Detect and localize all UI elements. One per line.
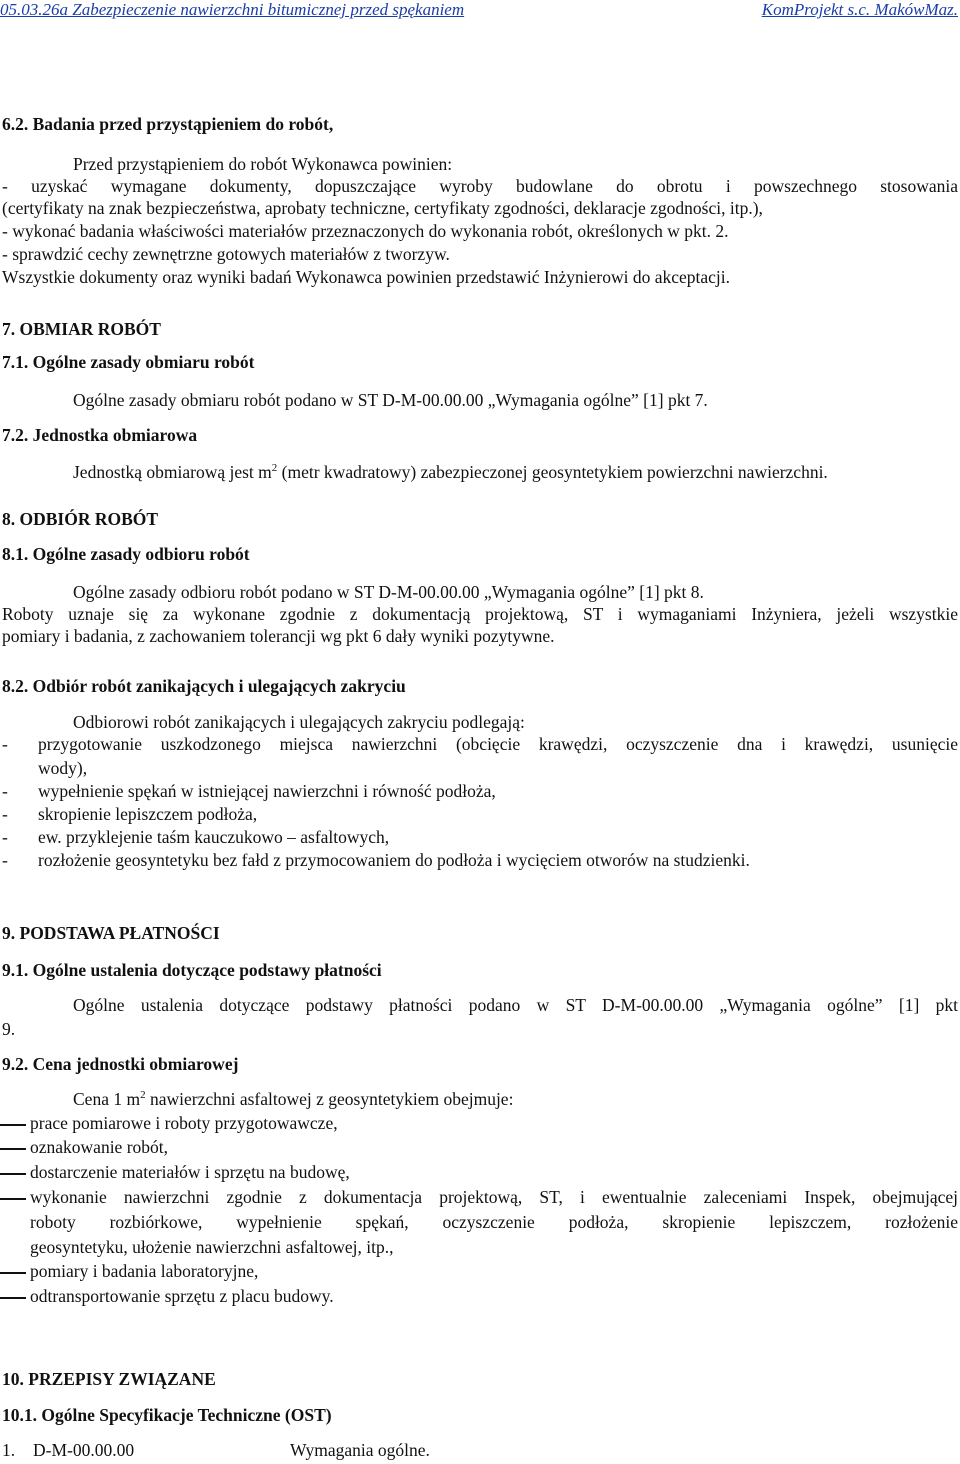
section-9-2-intro: Cena 1 $m^2$ nawierzchni asfaltowej z geosyntetykiem obejmuje:: [73, 1089, 514, 1109]
list-item-continuation: roboty rozbiórkowe, wypełnienie spękań, oczyszczenie podłoża, skropienie lepiszczem, rozłożenie: [30, 1212, 958, 1232]
list-item: pomiary i badania laboratoryjne,: [30, 1261, 259, 1281]
section-10-heading: 10. PRZEPISY ZWIĄZANE: [2, 1369, 216, 1389]
list-item: dostarczenie materiałów i sprzętu na budowę,: [30, 1162, 350, 1182]
page-header: [0, 0, 960, 20]
section-7-heading: 7. OBMIAR ROBÓT: [2, 319, 161, 339]
list-item: przygotowanie uszkodzonego miejsca nawierzchni (obcięcie krawędzi, oczyszczenie dna i krawędzi, usunięcie: [38, 734, 958, 754]
section-6-2-bullet-2: - wykonać badania właściwości materiałów przeznaczonych do wykonania robót, określonych w pkt. 2.: [2, 221, 729, 241]
list-dash-icon: [0, 1297, 26, 1299]
section-6-2-intro: Przed przystąpieniem do robót Wykonawca powinien:: [73, 154, 453, 174]
list-item-mark: -: [2, 734, 8, 754]
list-dash-icon: [0, 1198, 26, 1200]
list-item: skropienie lepiszczem podłoża,: [38, 804, 258, 824]
section-6-2-bullet-1b: (certyfikaty na znak bezpieczeństwa, aprobaty techniczne, certyfikaty zgodności, deklaracje zgodności, itp.),: [2, 198, 763, 218]
section-8-1-heading: 8.1. Ogólne zasady odbioru robót: [2, 544, 250, 564]
section-6-2-heading: 6.2. Badania przed przystąpieniem do robót,: [2, 114, 334, 134]
section-9-2-heading: 9.2. Cena jednostki obmiarowej: [2, 1054, 239, 1074]
section-8-1-para-line-1: Roboty uznaje się za wykonane zgodnie z dokumentacją projektową, ST i wymaganiami Inżyniera, jeżeli wszystkie: [2, 604, 958, 624]
section-7-1-heading: 7.1. Ogólne zasady obmiaru robót: [2, 352, 255, 372]
section-10-1-heading: 10.1. Ogólne Specyfikacje Techniczne (OST): [2, 1405, 332, 1425]
list-item-mark: -: [2, 850, 8, 870]
section-7-2-text: Jednostką obmiarową jest $m^2$ (metr kwadratowy) zabezpieczonej geosyntetykiem powierzchni nawierzchni.: [73, 462, 828, 482]
list-dash-icon: [0, 1173, 26, 1175]
section-8-1-para-line-2: pomiary i badania, z zachowaniem tolerancji wg pkt 6 dały wyniki pozytywne.: [2, 626, 555, 646]
section-6-2-bullet-1a: - uzyskać wymagane dokumenty, dopuszczające wyroby budowlane do obrotu i powszechnego stosowania: [2, 176, 958, 196]
list-item: ew. przyklejenie taśm kauczukowo – asfaltowych,: [38, 827, 390, 847]
list-item-mark: -: [2, 804, 8, 824]
reference-title: Wymagania ogólne.: [290, 1440, 430, 1460]
section-6-2-closing: Wszystkie dokumenty oraz wyniki badań Wykonawca powinien przedstawić Inżynierowi do akceptacji.: [2, 267, 731, 287]
list-dash-icon: [0, 1148, 26, 1150]
section-8-2-intro: Odbiorowi robót zanikających i ulegających zakryciu podlegają:: [73, 712, 525, 732]
section-7-1-text: Ogólne zasady obmiaru robót podano w ST D-M-00.00.00 „Wymagania ogólne” [1] pkt 7.: [73, 390, 708, 410]
list-item-continuation: geosyntetyku, ułożenie nawierzchni asfaltowej, itp.,: [30, 1237, 394, 1257]
list-item: odtransportowanie sprzętu z placu budowy.: [30, 1286, 334, 1306]
list-item: prace pomiarowe i roboty przygotowawcze,: [30, 1113, 338, 1133]
header-document-title[interactable]: 05.03.26a Zabezpieczenie nawierzchni bitumicznej przed spękaniem: [0, 0, 465, 19]
section-6-2-bullet-3: - sprawdzić cechy zewnętrzne gotowych materiałów z tworzyw.: [2, 244, 450, 264]
list-item-mark: -: [2, 827, 8, 847]
reference-number: 1.: [2, 1440, 16, 1460]
section-9-1-text: Ogólne ustalenia dotyczące podstawy płatności podano w ST D-M-00.00.00 „Wymagania ogólne” [1] pkt: [73, 995, 958, 1015]
section-9-1-heading: 9.1. Ogólne ustalenia dotyczące podstawy płatności: [2, 960, 382, 980]
list-item-continuation: wody),: [38, 758, 88, 778]
section-9-1-text-cont: 9.: [2, 1019, 16, 1039]
section-9-heading: 9. PODSTAWA PŁATNOŚCI: [2, 923, 220, 943]
section-8-1-text: Ogólne zasady odbioru robót podano w ST D-M-00.00.00 „Wymagania ogólne” [1] pkt 8.: [73, 582, 704, 602]
section-8-heading: 8. ODBIÓR ROBÓT: [2, 509, 159, 529]
list-item: rozłożenie geosyntetyku bez fałd z przymocowaniem do podłoża i wycięciem otworów na studzienki.: [38, 850, 750, 870]
reference-code: D-M-00.00.00: [33, 1440, 135, 1460]
section-8-2-heading: 8.2. Odbiór robót zanikających i ulegających zakryciu: [2, 676, 406, 696]
header-company[interactable]: KomProjekt s.c. MakówMaz.: [761, 0, 958, 19]
section-7-2-heading: 7.2. Jednostka obmiarowa: [2, 425, 198, 445]
list-item: wykonanie nawierzchni zgodnie z dokumentacja projektową, ST, i ewentualnie zaleceniami Inspek, obejmującej: [30, 1187, 958, 1207]
list-item: oznakowanie robót,: [30, 1137, 169, 1157]
list-item: wypełnienie spękań w istniejącej nawierzchni i równość podłoża,: [38, 781, 496, 801]
list-dash-icon: [0, 1124, 26, 1126]
list-item-mark: -: [2, 781, 8, 801]
list-dash-icon: [0, 1272, 26, 1274]
